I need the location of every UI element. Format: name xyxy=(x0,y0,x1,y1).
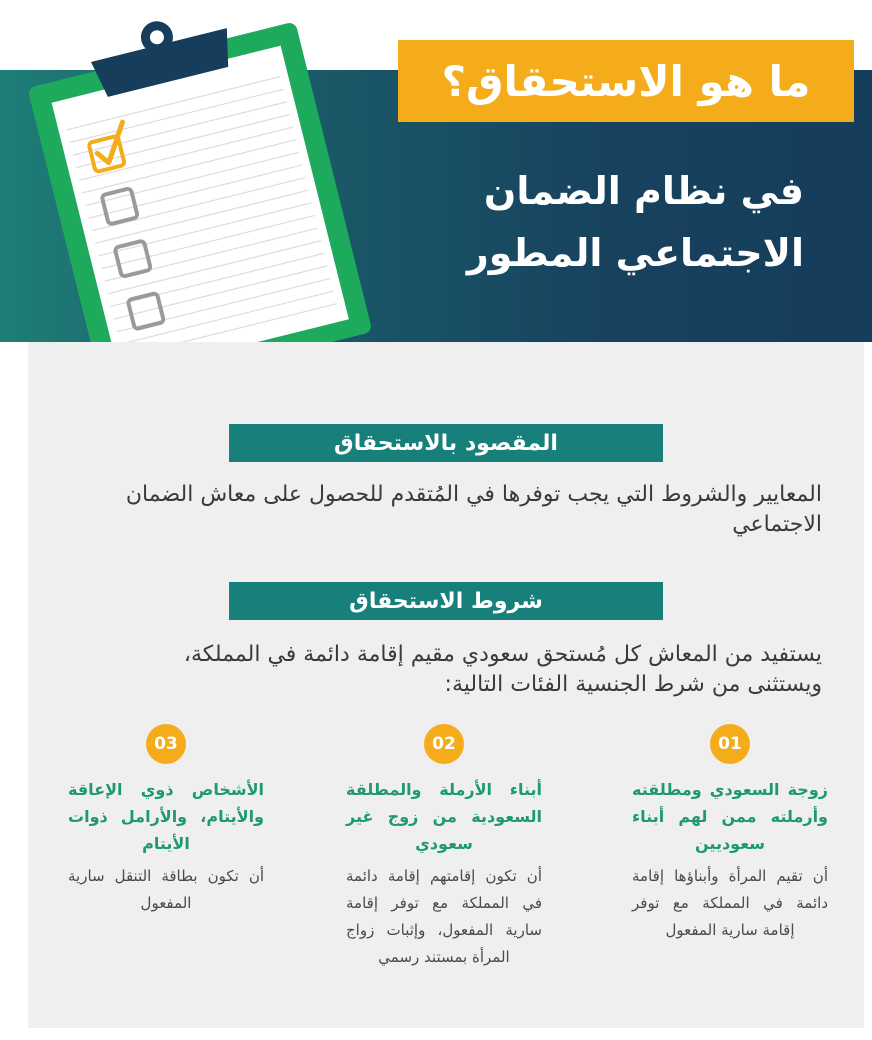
category-body: أن تكون إقامتهم إقامة دائمة في المملكة مع توفر إقامة سارية المفعول، وإثبات زواج المرأة بمستند رسمي xyxy=(346,867,542,966)
category-number: 01 xyxy=(710,724,750,764)
definition-text: المعايير والشروط التي يجب توفرها في المُتقدم للحصول على معاش الضمان الاجتماعي xyxy=(125,482,822,537)
category-body: أن تقيم المرأة وأبناؤها إقامة دائمة في المملكة مع توفر إقامة سارية المفعول xyxy=(632,867,828,939)
category-number: 03 xyxy=(146,724,186,764)
category-body: أن تكون بطاقة التنقل سارية المفعول xyxy=(68,867,264,912)
definition-label: المقصود بالاستحقاق xyxy=(229,424,663,462)
category-1 xyxy=(632,724,828,944)
subtitle-line-1: في نظام الضمان xyxy=(483,169,804,213)
title-box xyxy=(398,40,854,122)
conditions-label: شروط الاستحقاق xyxy=(229,582,663,620)
conditions-text: يستفيد من المعاش كل مُستحق سعودي مقيم إقامة دائمة في المملكة، ويستثنى من شرط الجنسية الفئات التالية: xyxy=(183,642,822,697)
category-3 xyxy=(68,724,264,917)
category-title: الأشخاص ذوي الإعاقة والأيتام، والأرامل ذوات الأيتام xyxy=(68,780,264,853)
page-subtitle xyxy=(384,160,804,284)
subtitle-line-2: الاجتماعي المطور xyxy=(466,231,804,275)
category-number: 02 xyxy=(424,724,464,764)
category-title: أبناء الأرملة والمطلقة السعودية من زوج غير سعودي xyxy=(346,780,542,853)
category-2 xyxy=(346,724,542,971)
page-title: ما هو الاستحقاق؟ xyxy=(441,56,811,106)
clipboard-checklist-icon xyxy=(0,0,380,400)
category-title: زوجة السعودي ومطلقته وأرملته ممن لهم أبناء سعوديين xyxy=(632,780,828,853)
